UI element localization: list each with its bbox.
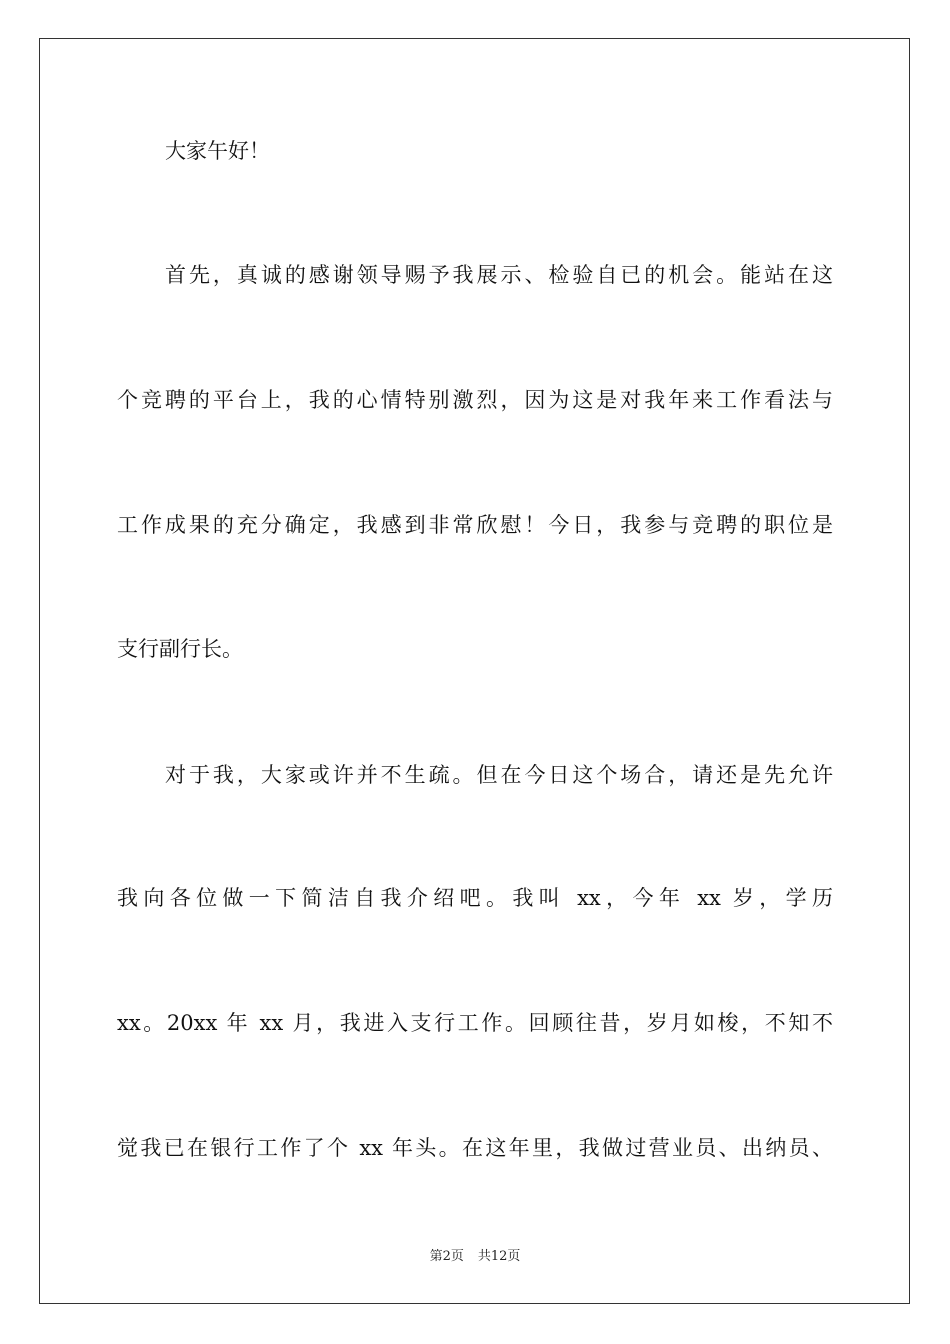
paragraph-3-line-3: xx。20xx 年 xx 月，我进入支行工作。回顾往昔，岁月如梭，不知不 <box>117 1011 833 1035</box>
paragraph-3-line-4: 觉我已在银行工作了个 xx 年头。在这年里，我做过营业员、出纳员、 <box>117 1136 833 1160</box>
paragraph-3-line-1: 对于我，大家或许并不生疏。但在今日这个场合，请还是先允许 <box>165 763 833 787</box>
page-border <box>39 38 910 1304</box>
paragraph-2-line-1: 首先，真诚的感谢领导赐予我展示、检验自已的机会。能站在这 <box>165 263 833 287</box>
paragraph-2-line-2: 个竞聘的平台上，我的心情特别激烈，因为这是对我年来工作看法与 <box>117 388 833 412</box>
greeting-line: 大家午好！ <box>165 139 270 163</box>
paragraph-2-line-3: 工作成果的充分确定，我感到非常欣慰！今日，我参与竞聘的职位是 <box>117 513 833 537</box>
total-pages: 共12页 <box>477 1249 521 1264</box>
paragraph-3-line-2: 我向各位做一下简洁自我介绍吧。我叫 xx，今年 xx 岁，学历 <box>117 886 833 910</box>
paragraph-2-line-4: 支行副行长。 <box>117 637 243 661</box>
page-footer <box>0 1248 950 1266</box>
page-number: 第2页 <box>429 1249 464 1264</box>
